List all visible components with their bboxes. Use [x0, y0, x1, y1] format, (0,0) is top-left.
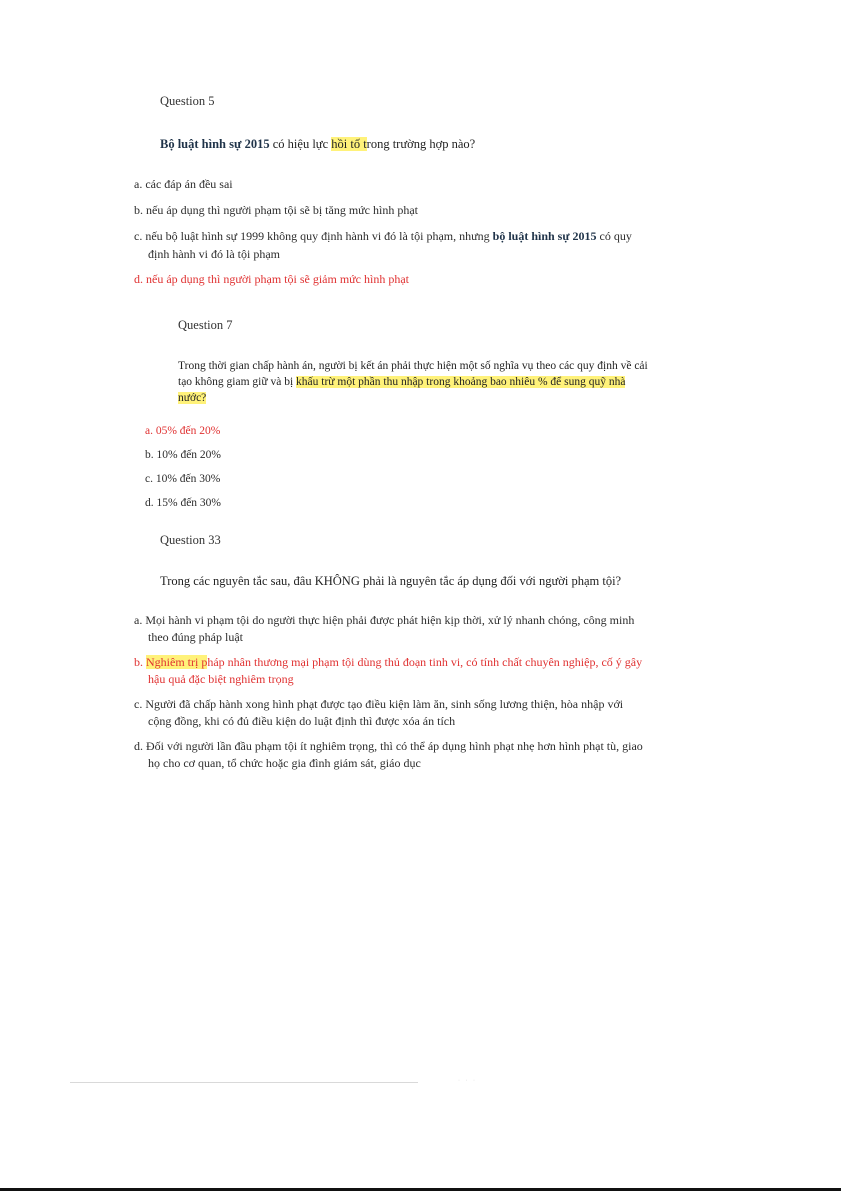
question-5-label: Question 5	[160, 94, 215, 108]
stem-highlight: hồi tố t	[331, 137, 367, 151]
question-5-stem	[160, 137, 475, 152]
question-7-stem	[178, 358, 648, 406]
stem-text: có hiệu lực	[269, 137, 332, 151]
footer-divider	[70, 1082, 418, 1083]
q5-option-c-line1: c. nếu bộ luật hình sự 1999 không quy định hành vi đó là tội phạm, nhưng bộ luật hình sự 2015 có quy	[134, 229, 632, 243]
q33-option-b-line1: b. Nghiêm trị pháp nhân thương mại phạm tội dùng thủ đoạn tinh vi, có tính chất chuyên nghiệp, cố ý gây	[134, 655, 643, 669]
q33-option-d[interactable]	[134, 738, 643, 772]
q5-option-d-correct[interactable]: d. nếu áp dụng thì người phạm tội sẽ giảm mức hình phạt	[134, 272, 409, 286]
q7-stem-line3: nước?	[178, 392, 207, 404]
q33-option-b-correct[interactable]	[134, 654, 642, 688]
q33-option-a-line1: a. Mọi hành vi phạm tội do người thực hiện phải được phát hiện kịp thời, xử lý nhanh chóng, công minh	[134, 613, 635, 627]
q33-option-d-line1: d. Đối với người lần đầu phạm tội ít nghiêm trọng, thì có thể áp dụng hình phạt nhẹ hơn hình phạt tù, giao	[134, 739, 643, 753]
q7-option-d[interactable]: d. 15% đến 30%	[145, 497, 222, 509]
stem-bold-law: Bộ luật hình sự 2015	[160, 137, 270, 151]
q33-option-b-highlight: Nghiêm trị p	[146, 655, 208, 669]
q7-stem-highlight: khấu trừ một phần thu nhập trong khoảng bao nhiêu % để sung quỹ nhà	[296, 376, 626, 388]
q7-stem-line2: tạo không giam giữ và bị khấu trừ một phần thu nhập trong khoảng bao nhiêu % để sung quỹ nhà	[178, 376, 626, 388]
question-7-label: Question 7	[178, 318, 233, 332]
q33-option-a[interactable]	[134, 612, 634, 646]
q33-option-b-line2: hậu quả đặc biệt nghiêm trọng	[148, 672, 294, 686]
q7-option-a-correct[interactable]: a. 05% đến 20%	[145, 425, 221, 437]
q7-option-b[interactable]: b. 10% đến 20%	[145, 449, 222, 461]
question-33-label: Question 33	[160, 533, 221, 547]
q5-option-c[interactable]	[134, 229, 632, 262]
footer-watermark-icon: · · ·	[458, 1078, 477, 1084]
question-33-stem: Trong các nguyên tắc sau, đâu KHÔNG phải là nguyên tắc áp dụng đối với người phạm tội?	[160, 574, 622, 588]
q33-option-c[interactable]	[134, 696, 623, 730]
q33-option-c-line1: c. Người đã chấp hành xong hình phạt được tạo điều kiện làm ăn, sinh sống lương thiện, hòa nhập với	[134, 697, 624, 711]
q7-option-c[interactable]: c. 10% đến 30%	[145, 473, 221, 485]
q7-stem-line1: Trong thời gian chấp hành án, người bị kết án phải thực hiện một số nghĩa vụ theo các quy định về cải	[178, 360, 648, 372]
stem-text-end: rong trường hợp nào?	[366, 137, 476, 151]
q33-option-c-line2: cộng đồng, khi có đủ điều kiện do luật định thì được xóa án tích	[148, 714, 456, 728]
q5-option-c-line2: định hành vi đó là tội phạm	[148, 247, 280, 261]
q5-option-a[interactable]: a. các đáp án đều sai	[134, 177, 233, 191]
q33-option-a-line2: theo đúng pháp luật	[148, 630, 243, 644]
q33-option-d-line2: họ cho cơ quan, tổ chức hoặc gia đình giám sát, giáo dục	[148, 756, 421, 770]
q5-option-b[interactable]: b. nếu áp dụng thì người phạm tội sẽ bị tăng mức hình phạt	[134, 203, 418, 217]
